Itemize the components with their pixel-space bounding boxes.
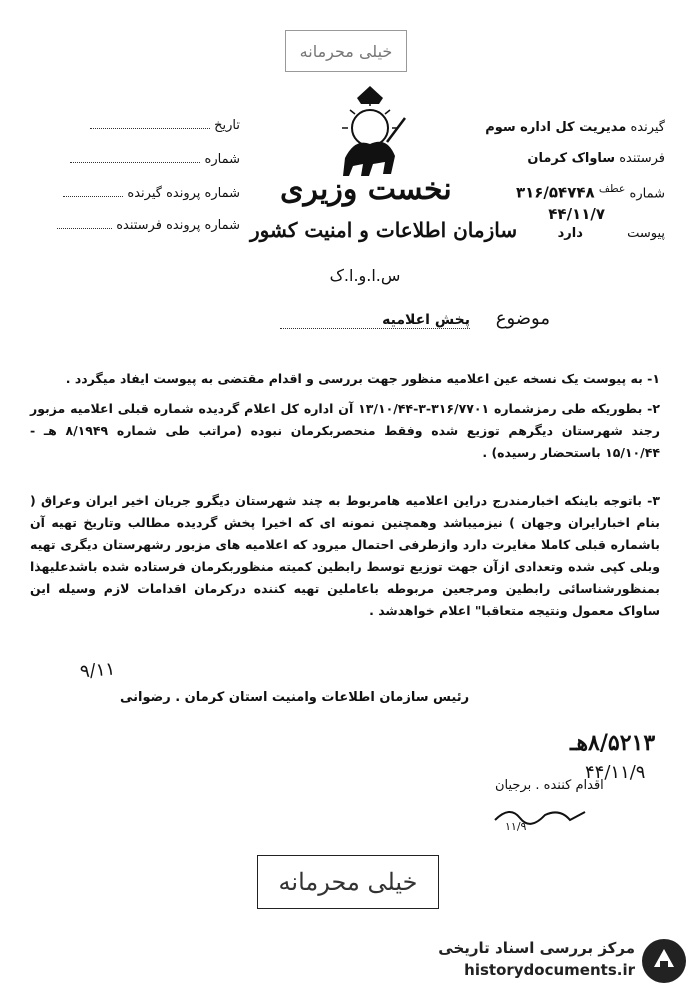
sender-file-label: شماره پرونده فرستنده xyxy=(116,218,240,233)
recipient-file-value xyxy=(63,196,123,197)
signer-line: رئیس سازمان اطلاعات وامنیت استان کرمان . رضوانی xyxy=(120,690,470,705)
paragraph-3: ۳- باتوجه باینکه اخبارمندرج دراین اعلامیه هامربوط به چند شهرستان دیگرو جریان اخیر ایران وعراق ( بنام اخبارایران وجهان ) نیزمیباشد وهمچنین نمونه ای که اخیرا پخش گردیده مطالب وتاریخ تهیه آن باشماره قبلی کاملا مغایرت دارد وازطرفی احتمال میرود که اعلامیه های مزبور رشهرستان دیگری تهیه وبلی کپی شده وتعدادی ازآن جهت توزیع توسط رابطین کمیته منظوربکرمان فرستاده شده باشدعلیهذا بمنظورشناسائی رابطین ومرجعین مربوطه باعاملین تهیه کننده درکرمان اقدامات لازم وسیله این ساواک معمول ونتیجه متعاقبا" اعلام خواهدشد . xyxy=(30,493,660,618)
number-field-left xyxy=(60,152,240,167)
date-field xyxy=(60,118,240,133)
number-value: ۳۱۶/۵۴۷۴۸ xyxy=(515,183,595,202)
classification-stamp-top: خیلی محرمانه xyxy=(285,30,407,72)
recipient-field xyxy=(455,120,665,135)
action-note: اقدام کننده . برجیان xyxy=(495,778,604,793)
archive-logo-icon xyxy=(640,937,688,985)
sender-label: فرستنده xyxy=(619,151,665,166)
number-label: شماره xyxy=(629,186,665,202)
letterhead-title: نخست وزیری xyxy=(280,172,452,207)
watermark-url: historydocuments.ir xyxy=(464,961,635,979)
recipient-label: گیرنده xyxy=(630,120,665,135)
subject-value: پخش اعلامیه xyxy=(280,312,470,329)
small-signature-date: ۱۱/۹ xyxy=(505,820,527,833)
sender-file-value xyxy=(57,228,112,229)
signature-date: ۹/۱۱ xyxy=(79,658,116,683)
sender-field xyxy=(455,151,665,166)
watermark-text: مرکز بررسی اسناد تاریخی xyxy=(438,939,635,957)
sender-value: ساواک کرمان xyxy=(527,151,616,166)
number-value-left xyxy=(70,162,200,163)
number-field xyxy=(455,182,665,201)
sender-file-field xyxy=(60,218,240,233)
recipient-file-field xyxy=(60,186,240,201)
letterhead-subtitle: سازمان اطلاعات و امنیت کشور xyxy=(250,218,518,242)
attachment-value: دارد xyxy=(557,226,583,241)
watermark xyxy=(438,935,690,990)
subject-line xyxy=(250,308,550,329)
letterhead-code: س.ا.و.ا.ک xyxy=(329,266,401,285)
handwritten-date: ۴۴/۱۱/۹ xyxy=(585,762,646,783)
letter-date-value: ۴۴/۱۱/۷ xyxy=(548,205,605,223)
attachment-label: پیوست xyxy=(627,226,665,241)
subject-label: موضوع xyxy=(495,308,550,329)
date-label: تاریخ xyxy=(214,118,240,133)
number-label-left: شماره xyxy=(204,152,240,167)
attachment-field xyxy=(455,226,665,241)
recipient-value: مدیریت کل اداره سوم xyxy=(485,120,627,135)
letter-date-field xyxy=(455,205,605,223)
classification-stamp-bottom: خیلی محرمانه xyxy=(257,855,439,909)
recipient-file-label: شماره پرونده گیرنده xyxy=(127,186,240,201)
paragraph-1: ۱- به پیوست یک نسخه عین اعلامیه منظور جهت بررسی و اقدام مقتضی به پیوست ایفاد میگردد . xyxy=(65,371,660,386)
date-value xyxy=(90,128,210,129)
ref-label: عطف xyxy=(598,182,626,195)
paragraph-2: ۲- بطوریکه طی رمزشماره ۳۱۶/۷۷۰۱-۳-۱۳/۱۰/۴۴ آن اداره کل اعلام گردیده شماره قبلی اعلامیه مزبور رجند شهرستان دیگرهم توزیع شده وفقط منحصربکرمان نبوده (مراتب طی شماره ۸/۱۹۴۹ هـ - ۱۵/۱۰/۴۴ باستحضار رسیده) . xyxy=(30,401,660,460)
handwritten-number: ۸/۵۲۱۳هـ xyxy=(570,730,656,756)
